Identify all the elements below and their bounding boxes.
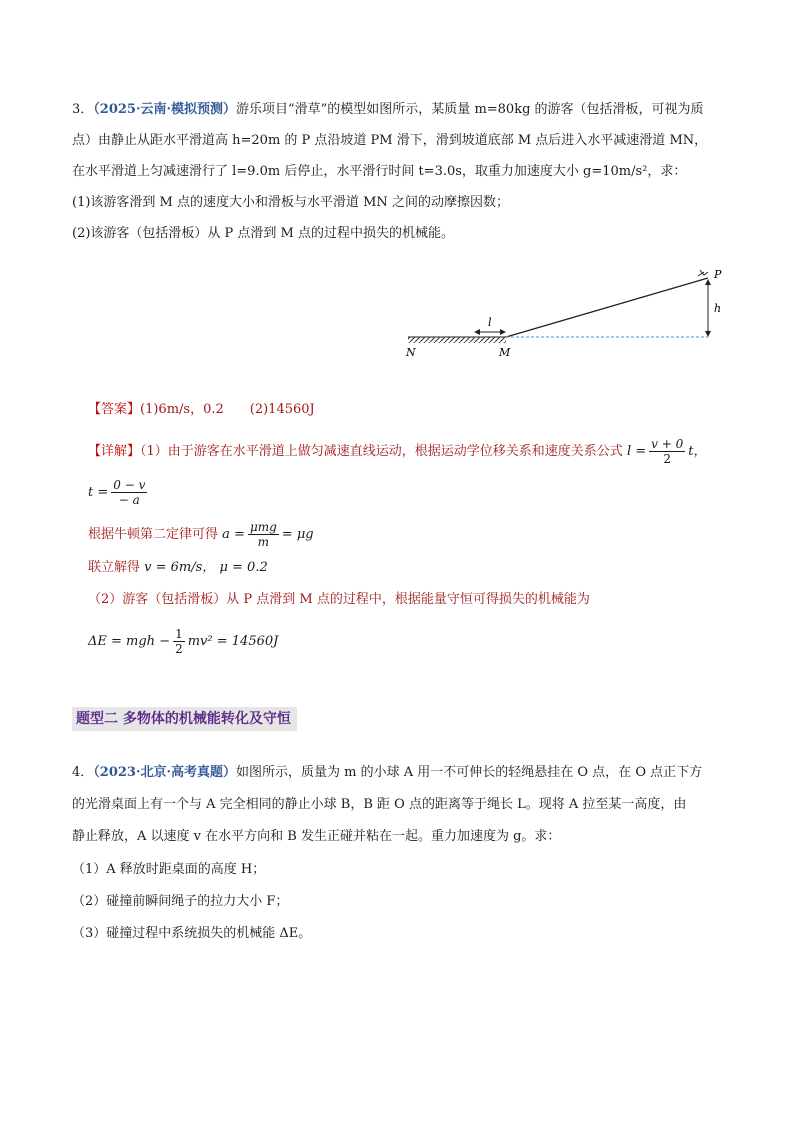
- equation-2: [88, 478, 150, 507]
- eq1-lhs: l =: [626, 444, 647, 459]
- q4-source: （2023·北京·高考真题）: [93, 765, 237, 780]
- eq3-num: μmg: [249, 520, 277, 534]
- detail-line-1: [88, 437, 706, 466]
- eq1-num: v + 0: [651, 437, 684, 451]
- eq5-num: 1: [175, 627, 183, 641]
- detail-line-4: [88, 558, 268, 578]
- q3-number: 3．: [72, 102, 94, 117]
- eq2-num: 0 − v: [113, 478, 146, 492]
- q3-line-3: 在水平滑道上匀减速滑行了 l=9.0m 后停止，水平滑行时间 t=3.0s，取重力加速度大小 g=10m/s²，求：: [72, 164, 687, 179]
- eq1-fraction: [649, 437, 685, 466]
- eq5-lhs: ΔE = mgh −: [88, 634, 171, 649]
- eq2-den: − a: [118, 493, 140, 507]
- equation-3: [222, 520, 314, 549]
- eq3-lhs: a =: [222, 527, 245, 542]
- q4-part-2: （2）碰撞前瞬间绳子的拉力大小 F；: [72, 894, 289, 909]
- slope-line: [506, 278, 708, 337]
- q3-line-2: 点）由静止从距水平滑道高 h=20m 的 P 点沿坡道 PM 滑下，滑到坡道底部 M 点后进入水平减速滑道 MN，: [72, 133, 708, 148]
- label-N: N: [406, 346, 416, 359]
- slope-diagram: [400, 262, 730, 364]
- eq5-rhs: mv² = 14560J: [187, 634, 279, 649]
- skier-icon: [698, 270, 708, 276]
- q4-line-1: [72, 763, 702, 783]
- detail-text-1: （1）由于游客在水平滑道上做匀减速直线运动，根据运动学位移关系和速度关系公式: [140, 444, 623, 459]
- detail-tag: 【详解】: [88, 444, 141, 459]
- detail-line-5: （2）游客（包括滑板）从 P 点滑到 M 点的过程中，根据能量守恒可得损失的机械能为: [88, 592, 590, 607]
- detail-text-3: 根据牛顿第二定律可得: [88, 527, 219, 542]
- q4-part-1: （1）A 释放时距桌面的高度 H；: [72, 862, 266, 877]
- q3-text-1: 游乐项目“滑草”的模型如图所示，某质量 m=80kg 的游客（包括滑板，可视为质: [236, 102, 704, 117]
- eq5-den: 2: [175, 642, 183, 656]
- equation-5: [88, 627, 278, 656]
- q4-text-1: 如图所示，质量为 m 的小球 A 用一不可伸长的轻绳悬挂在 O 点，在 O 点正下方: [236, 765, 703, 780]
- label-M: M: [499, 346, 511, 359]
- q4-line-2: 的光滑桌面上有一个与 A 完全相同的静止小球 B，B 距 O 点的距离等于绳长 L。现将 A 拉至某一高度，由: [72, 797, 687, 812]
- eq2-fraction: [111, 478, 147, 507]
- eq3-den: m: [257, 535, 270, 549]
- detail-line-3: [88, 520, 314, 549]
- q3-source: （2025·云南·模拟预测）: [93, 102, 237, 117]
- eq1-den: 2: [663, 452, 671, 466]
- q4-number: 4．: [72, 765, 94, 780]
- label-P: P: [714, 268, 722, 281]
- eq2-lhs: t =: [88, 485, 109, 500]
- label-l: l: [488, 316, 492, 329]
- eq3-fraction: [248, 520, 279, 549]
- q3-line-1: [72, 100, 704, 120]
- q4-line-3: 静止释放，A 以速度 v 在水平方向和 B 发生正碰并粘在一起。重力加速度为 g。求：: [72, 829, 561, 844]
- answer-line: [88, 400, 315, 420]
- label-h: h: [714, 302, 722, 315]
- eq1-rhs: t，: [688, 444, 707, 459]
- section-heading: 题型二 多物体的机械能转化及守恒: [72, 707, 297, 731]
- detail-text-4: 联立解得: [88, 560, 141, 575]
- q3-part-2: (2)该游客（包括滑板）从 P 点滑到 M 点的过程中损失的机械能。: [72, 226, 455, 241]
- answer-value: (1)6m/s，0.2 (2)14560J: [140, 402, 315, 417]
- eq5-fraction: [173, 627, 185, 656]
- equation-4: v = 6m/s， μ = 0.2: [144, 560, 268, 575]
- ground-hatch: [408, 337, 506, 343]
- q4-part-3: （3）碰撞过程中系统损失的机械能 ΔE。: [72, 926, 312, 941]
- answer-tag: 【答案】: [88, 402, 141, 417]
- equation-1: [626, 437, 707, 466]
- eq3-rhs: = μg: [281, 527, 314, 542]
- q3-part-1: (1)该游客滑到 M 点的速度大小和滑板与水平滑道 MN 之间的动摩擦因数；: [72, 195, 509, 210]
